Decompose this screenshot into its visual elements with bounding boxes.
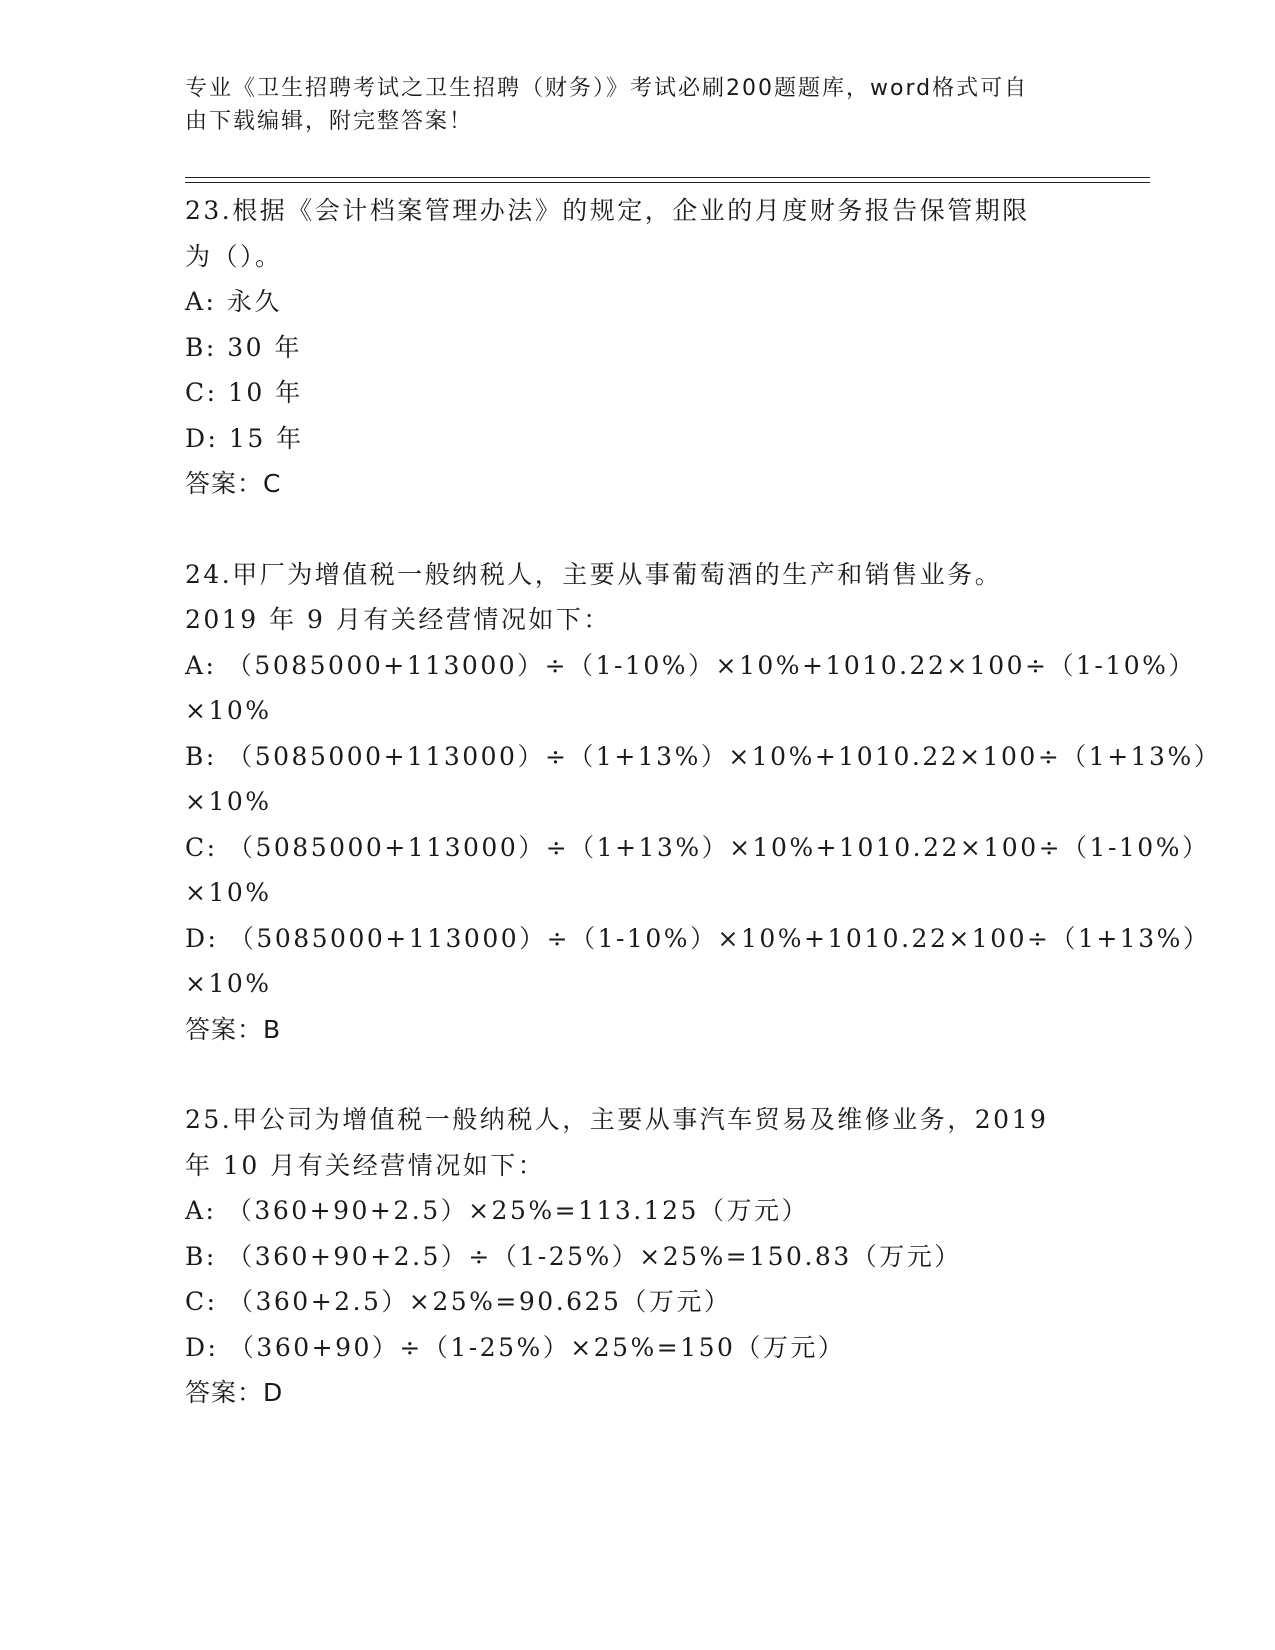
- question-stem-continued: 2019 年 9 月有关经营情况如下：: [185, 605, 611, 634]
- option-b: B: 30 年: [185, 332, 302, 362]
- question-stem-continued: 年 10 月有关经营情况如下：: [185, 1150, 546, 1180]
- answer-line: 答案：C: [185, 469, 282, 498]
- option-c: C: （360+2.5）×25%=90.625（万元）: [185, 1287, 732, 1316]
- option-a: A: （5085000+113000）÷（1-10%）×10%+1010.22×100÷（1-10%）: [185, 650, 1196, 680]
- header-divider-top: [185, 177, 1150, 178]
- question-block: [185, 1097, 1085, 1416]
- option-d: D: （5085000+113000）÷（1-10%）×10%+1010.22×100÷（1+13%）: [185, 923, 1211, 953]
- question-list: [185, 188, 1222, 1416]
- question-stem: 24.甲厂为增值税一般纳税人，主要从事葡萄酒的生产和销售业务。: [185, 559, 1003, 589]
- header-line-1: 专业《卫生招聘考试之卫生招聘（财务）》考试必刷200题题库，word格式可自: [185, 76, 1029, 101]
- option-b: B: （360+90+2.5）÷（1-25%）×25%=150.83（万元）: [185, 1241, 962, 1271]
- option-c-continued: ×10%: [185, 878, 272, 907]
- document-header: [185, 72, 1065, 138]
- option-c: C: 10 年: [185, 378, 303, 407]
- option-a: A: （360+90+2.5）×25%=113.125（万元）: [185, 1196, 809, 1225]
- header-line-2: 由下载编辑，附完整答案！: [185, 109, 474, 134]
- question-block: [185, 552, 1222, 1053]
- option-a-continued: ×10%: [185, 696, 272, 725]
- question-spacer: [185, 507, 1085, 552]
- question-stem-continued: 为（）。: [185, 241, 283, 271]
- question-spacer: [185, 1052, 1085, 1097]
- option-d-continued: ×10%: [185, 969, 272, 998]
- option-d: D: （360+90）÷（1-25%）×25%=150（万元）: [185, 1332, 846, 1362]
- option-a: A: 永久: [185, 287, 282, 316]
- question-block: [185, 188, 1085, 507]
- option-b-continued: ×10%: [185, 787, 272, 816]
- question-stem: 23.根据《会计档案管理办法》的规定，企业的月度财务报告保管期限: [185, 196, 1030, 225]
- question-stem: 25.甲公司为增值税一般纳税人，主要从事汽车贸易及维修业务，2019: [185, 1105, 1049, 1134]
- answer-line: 答案：B: [185, 1014, 282, 1044]
- header-divider-bottom: [185, 182, 1150, 183]
- option-d: D: 15 年: [185, 423, 304, 453]
- answer-line: 答案：D: [185, 1378, 284, 1407]
- option-b: B: （5085000+113000）÷（1+13%）×10%+1010.22×100÷（1+13%）: [185, 741, 1222, 771]
- option-c: C: （5085000+113000）÷（1+13%）×10%+1010.22×100÷（1-10%）: [185, 832, 1210, 862]
